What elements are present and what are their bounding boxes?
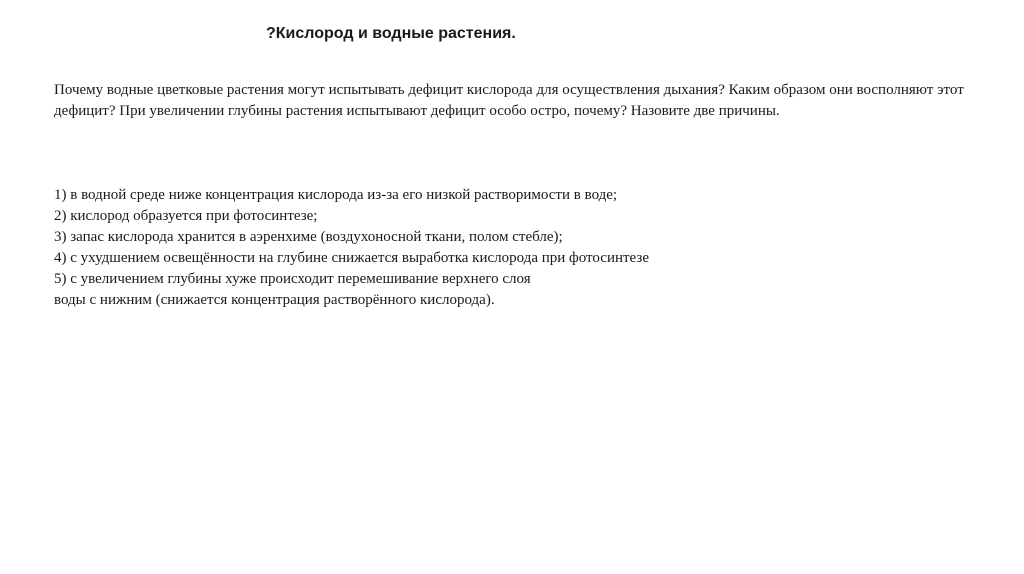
slide-title: ?Кислород и водные растения. xyxy=(266,25,516,42)
answer-line: 4) с ухудшением освещённости на глубине снижается выработка кислорода при фотосинтезе xyxy=(54,250,649,266)
answer-line: 1) в водной среде ниже концентрация кислорода из-за его низкой растворимости в воде; xyxy=(54,187,618,203)
answer-list xyxy=(54,185,984,311)
answer-line: воды с нижним (снижается концентрация растворённого кислорода). xyxy=(54,292,495,308)
answer-line: 2) кислород образуется при фотосинтезе; xyxy=(54,208,318,224)
question-text: Почему водные цветковые растения могут испытывать дефицит кислорода для осуществления дыхания? Каким образом они восполняют этот дефицит? При увеличении глубины растения испытывают дефицит особо остро, почему? Назовите две причины. xyxy=(54,82,964,119)
answer-line: 3) запас кислорода хранится в аэренхиме (воздухоносной ткани, полом стебле); xyxy=(54,229,563,245)
answer-line: 5) с увеличением глубины хуже происходит перемешивание верхнего слоя xyxy=(54,271,531,287)
